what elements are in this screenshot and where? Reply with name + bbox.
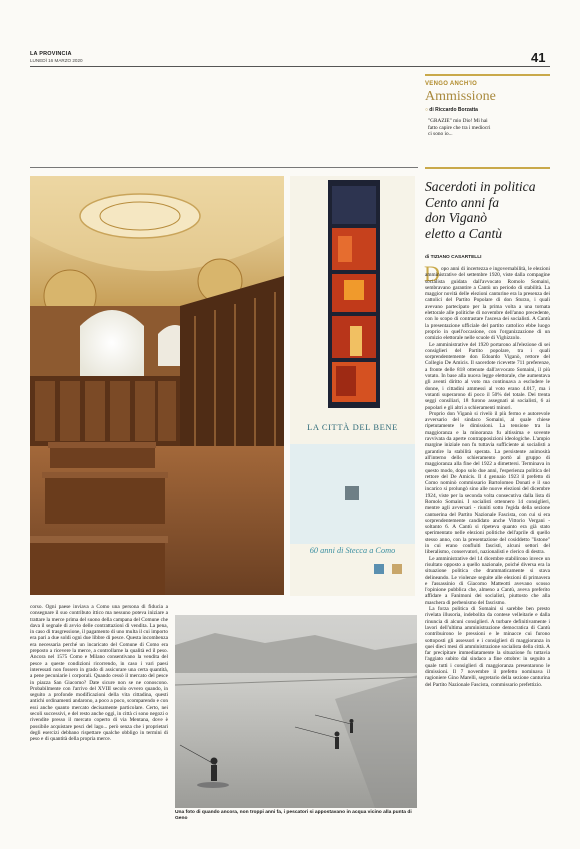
section-divider [30, 167, 418, 168]
headline-line: Sacerdoti in politica [425, 179, 536, 194]
article-byline: di TIZIANO CASARTELLI [425, 255, 482, 260]
library-photo [30, 176, 284, 595]
column-byline: ○ di Riccardo Borzatta [425, 107, 478, 113]
cover-title: LA CITTÀ DEL BENE [307, 422, 398, 432]
column-bottom-rule [425, 167, 550, 169]
column-text: "GRAZIE" mio Dio! Mi hai fatto capire che tra i mediocri ci sono io... [428, 118, 491, 137]
article-paragraph: Le amministrative del 14 dicembre stabilirono invece un risultato opposto a quello nazionale, poiché diversa era la situazione politica che drammaticamente si stava delineando. Le violenze seguite alle elezioni di primavera e l'assassinio di Giacomo Matteotti avevano scosso l'opinione pubblica che, almeno a Cantù, aveva preferito affidare a Fanimoni dei socialisti, piuttosto che alla maschera di perbenismo del fascismo. [425, 555, 550, 606]
article-paragraph: opo anni di incertezza e ingovernabilità, le elezioni amministrative del settembre 1920, viste dalla compagine socialista guidata dall'avvocato Romolo Somaini, sembravano garantire a Cantù un periodo di stabilità. La maggior novità delle elezioni canturine era la presenza dei cattolici del Partito Popolare di don Sturzo, i quali avevano partecipato per la prima volta a una tornata elettorale alle politiche di novembre dell'anno precedente, con lo scopo di contrastare l'ascesa dei socialisti. A Cantù la presentazione ufficiale del partito cattolico ebbe luogo proprio in quell'occasione, con l'organizzazione di un comizio elettorale nelle scuole di Vighizzolo. [425, 266, 550, 342]
column-title: Ammissione [425, 89, 496, 104]
headline-line: Cento anni fa [425, 194, 500, 210]
continued-article-text: corso. Ogni paese inviava a Como una persona di fiducia a consegnare il suo contributo ittico ma nessuno poteva iniziare a trattare la merce prima del suono della campana del Comune che dava il segnale di avvio delle contrattazioni di vendita. La pena, in caso di trasgressione, il pagamento di uno multa il cui importo era pari a due soldi ogni due libbre di pesce. Questa incombenza era necessaria perché un incaricato del Comune di Como era preposto a ricevere la merce, a controllarne la qualità ed il peso. Ancora nel 1575 Como e Milano consentivano la vendita del pesce a queste condizioni ricorrendo, in caso i vari paesi interessati non fossero in grado di assicurare una certa quantità, a pene pecuniarie i corporali. Quando cessò il mercato del pesce in piazza San Giacomo? Date sicure non se ne conoscono. Probabilmente con l'arrivo del XVIII secolo ovvero quando, in seguito a profonde modificazioni della vita cittadina, questi antichi ordinamenti andarono, a poco a poco, scomparendo e con essi anche quanto mercato decisamente particolare. Certo, nei secoli successivi, e del resto anche oggi, in città ci sono negozi o rivendite presso il mercato coperto di via Mentana, dove è possibile acquistare pesci del lago... però senza che i proprietari degli esercizi debbano rispettare qualche obbligo in termini di peso e di quantità della propria merce. [30, 604, 168, 743]
headline-line: eletto a Cantù [425, 225, 503, 241]
cover-subtitle: 60 anni di Stecca a Como [309, 546, 396, 555]
column-kicker: VENGO ANCH'IO [425, 81, 478, 87]
issue-date: LUNEDÌ 16 MARZO 2020 [30, 58, 83, 63]
byline-bullet-icon: ○ [425, 108, 430, 113]
stained-glass-window [290, 176, 415, 596]
fishermen-photo [175, 615, 417, 808]
library-illustration [30, 176, 284, 595]
book-cover [290, 176, 415, 596]
article-paragraph: Le amministrative del 1920 portarono all'elezione di sei consiglieri del Partito popolare, tra i quali sorprendentemente don Edoardo Viganò, rettore del Collegio De Amicis. Il sacerdote ricevette 711 preferenze, a fronte delle 818 ottenute dall'avvocato Somaini, il più votato. In base alla nuova legge elettorale, che aumentava gli aventi diritto al voto ma continuava a escludere le donne, i cittadini ammessi al voto erano 4.017, ma i votanti superarono di poco il 50% del totale. Dei trenta seggi consiliari, 18 furono assegnati ai socialisti, 6 ai popolari e gli altri a schieramenti minori. [425, 341, 550, 411]
header-rule [30, 66, 550, 67]
photo-caption: Una foto di quando ancora, non troppi anni fa, i pescatori si appostavano in acqua vicino alla punta di Geno [175, 810, 412, 821]
headline-line: don Viganò [425, 210, 488, 225]
article-paragraph: Proprio don Viganò si rivelò il più fermo e autorevole avversario del sindaco Somaini, al quale chiese ripetutamente le dimissioni. La tensione tra la maggioranza e la minoranza fu altissima e sovente ravvivata da aperte contrapposizioni ideologiche. L'ampio margine iniziale non fu tuttavia sufficiente ai socialisti a garantire la stabilità sperata. La persistente animosità all'interno dello schieramento portò al gruppo di maggioranza alla fine del 1922 a dimettersi. Terminava in questo modo, dopo solo due anni, l'esperienza politica del rettore del De Amicis. Il 4 gennaio 1923 il prefetto di Como nominò commissario Bartolomeo Donati e il suo incarico si prolungò sino alle nuove elezioni del dicembre 1924, viste per la seconda volta consecutiva dalla lista di Romolo Somaini. I socialisti ottennero 14 consiglieri, mentre agli avversari - riuniti sotto l'egida della sezione cantuerina del Partito Nazionale Fascista, con cui si era sorprendentemente candidato anche Vittorio Vergani - soltanto 6. A Cantù si ripeteva quanto era già stato sperimentato nelle elezioni politiche dell'aprile di quello stesso anno, con la presentazione del cosiddetto "listone" in cui erano confluiti fascisti, alcuni settori del liberalismo, conservatori, nazionalisti e clerico di destra. [425, 410, 550, 556]
page-number: 41 [531, 50, 546, 65]
article-headline [425, 179, 550, 241]
column-top-rule [425, 74, 550, 76]
article-paragraph: La forza politica di Somaini si sarebbe ben presto rivelata illusoria, indebolita da contese velleitarie e dalla rinuncia di alcuni consiglieri. A turbare definitivamente i lavori dell'ultima amministrazione democratica di Cantù contribuirono le pressioni e le minacce cui furono sottoposti gli assessori e i consiglieri di maggioranza in quei dieci mesi di amministrazione socialista della città. A far precipitare immediatamente la situazione fu tuttavia l'aggiato subito dal sindaco a fine ottobre: in seguito a quale tutti i consiglieri di maggioranza presentarono le dimissioni. Il 7 novembre il prefetto nominava il ragioniere Gino Marelli, segretario della sezione canturina del Partito Nazionale Fascista, commissario prefettizio. [425, 606, 550, 688]
masthead: LA PROVINCIA [30, 51, 72, 57]
article-body [424, 261, 550, 816]
drop-cap: D [424, 261, 440, 286]
lake-photo-illustration [175, 615, 417, 808]
